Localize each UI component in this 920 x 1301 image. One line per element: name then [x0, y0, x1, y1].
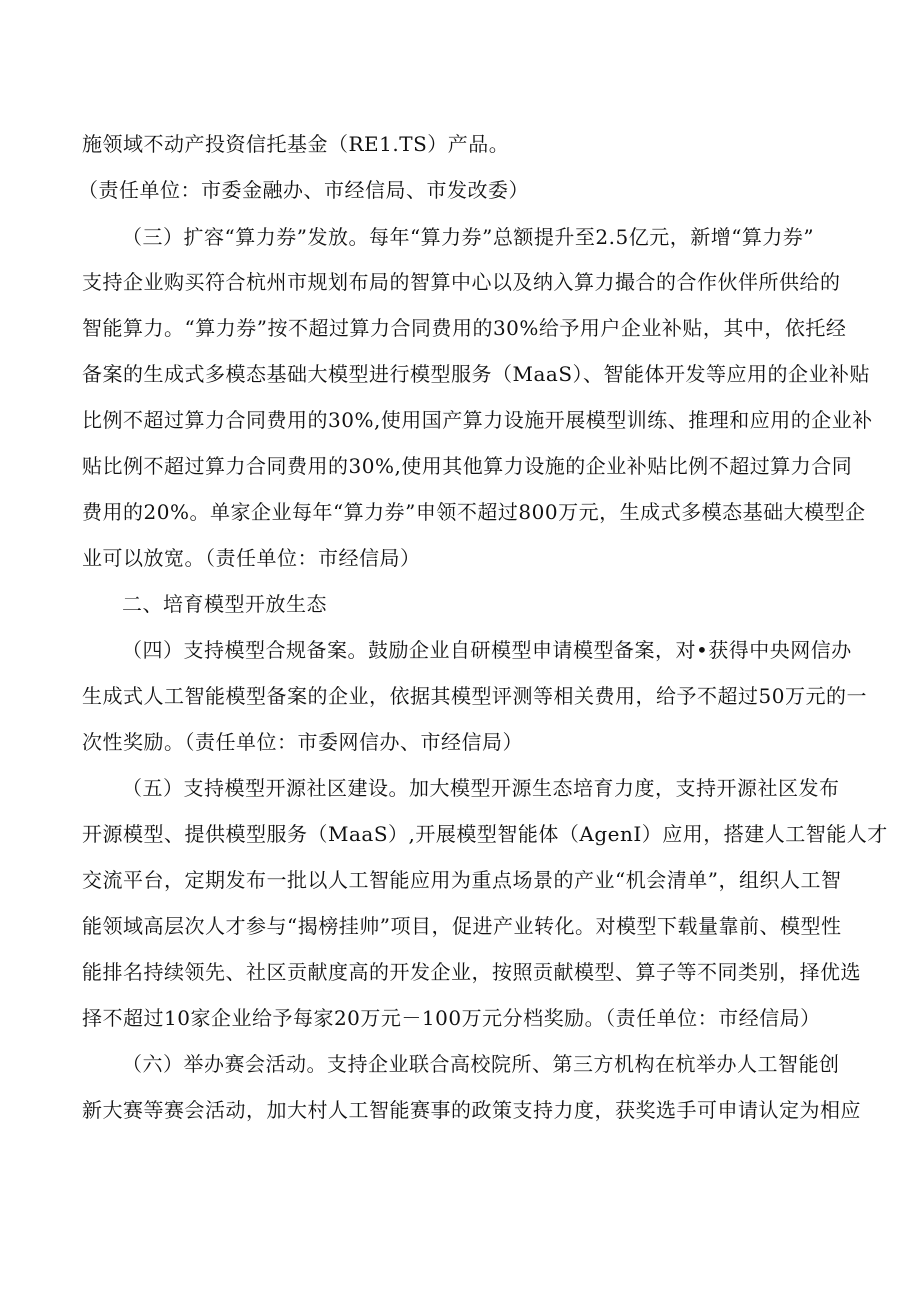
- paragraph-line: 备案的生成式多模态基础大模型进行模型服务（MaaS）、智能体开发等应用的企业补贴: [82, 362, 871, 386]
- paragraph-line: 新大赛等赛会活动，加大村人工智能赛事的政策支持力度，获奖选手可申请认定为相应: [82, 1098, 861, 1122]
- paragraph-line: 能领域高层次人才参与“揭榜挂帅”项目，促进产业转化。对模型下载量靠前、模型性: [82, 914, 842, 938]
- section-heading: 二、培育模型开放生态: [122, 592, 327, 616]
- paragraph-line: （五）支持模型开源社区建设。加大模型开源生态培育力度，支持开源社区发布: [122, 776, 840, 800]
- paragraph-line: 支持企业购买符合杭州市规划布局的智算中心以及纳入算力撮合的合作伙伴所供给的: [82, 270, 841, 294]
- paragraph-line: 业可以放宽。（责任单位：市经信局）: [82, 546, 421, 570]
- paragraph-line: （四）支持模型合规备案。鼓励企业自研模型申请模型备案，对•获得中央网信办: [122, 638, 852, 662]
- paragraph-line: 智能算力。“算力券”按不超过算力合同费用的30%给予用户企业补贴，其中，依托经: [82, 316, 847, 340]
- paragraph-line: 施领域不动产投资信托基金（RE1.TS）产品。: [82, 132, 510, 156]
- paragraph-line: 交流平台，定期发布一批以人工智能应用为重点场景的产业“机会清单”，组织人工智: [82, 868, 842, 892]
- paragraph-line: 贴比例不超过算力合同费用的30%,使用其他算力设施的企业补贴比例不超过算力合同: [82, 454, 853, 478]
- responsibility-note: （责任单位：市委金融办、市经信局、市发改委）: [78, 178, 529, 202]
- paragraph-line: 费用的20%。单家企业每年“算力券”申领不超过800万元，生成式多模态基础大模型企: [82, 500, 866, 524]
- paragraph-line: （六）举办赛会活动。支持企业联合高校院所、第三方机构在杭举办人工智能创: [122, 1052, 840, 1076]
- paragraph-line: （三）扩容“算力券”发放。每年“算力券”总额提升至2.5亿元，新增“算力券”: [122, 225, 815, 249]
- paragraph-line: 生成式人工智能模型备案的企业，依据其模型评测等相关费用，给予不超过50万元的一: [82, 684, 867, 708]
- paragraph-line: 开源模型、提供模型服务（MaaS）,开展模型智能体（AgenI）应用，搭建人工智能人才: [82, 822, 888, 846]
- paragraph-line: 比例不超过算力合同费用的30%,使用国产算力设施开展模型训练、推理和应用的企业补: [82, 408, 873, 432]
- paragraph-line: 次性奖励。（责任单位：市委网信办、市经信局）: [82, 730, 523, 754]
- paragraph-line: 择不超过10家企业给予每家20万元－100万元分档奖励。（责任单位：市经信局）: [82, 1006, 821, 1030]
- paragraph-line: 能排名持续领先、社区贡献度高的开发企业，按照贡献模型、算子等不同类别，择优选: [82, 960, 861, 984]
